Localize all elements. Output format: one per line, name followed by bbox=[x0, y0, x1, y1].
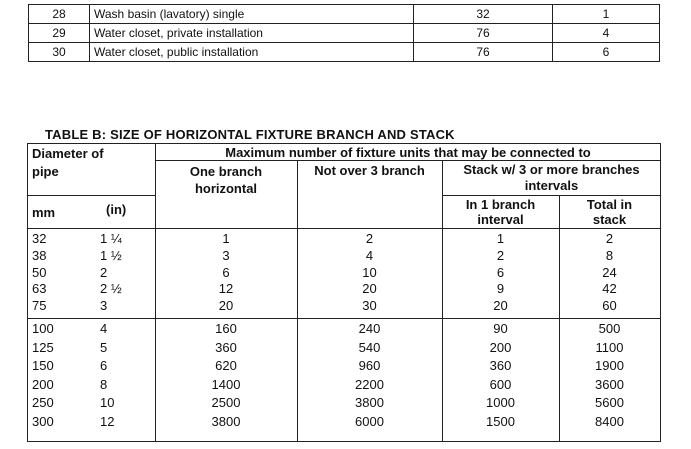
cell-total: 60 bbox=[602, 298, 617, 314]
cell-one-branch: 1400 bbox=[211, 376, 241, 392]
cell-mm: 300 bbox=[32, 414, 54, 429]
cell-not-over-3: 540 bbox=[358, 339, 381, 355]
cell-total: 2 bbox=[605, 231, 614, 246]
cell-not-over-3: 30 bbox=[362, 298, 377, 314]
cell-not-over-3: 960 bbox=[358, 358, 381, 374]
header-diameter: Diameter of bbox=[32, 146, 104, 161]
cell-total: 42 bbox=[602, 281, 617, 297]
cell-total: 1100 bbox=[595, 339, 624, 355]
cell-mm: 100 bbox=[32, 321, 54, 336]
cell-mm: 250 bbox=[32, 395, 54, 411]
cell-in: 5 bbox=[100, 339, 108, 355]
fixture-value-a: 76 bbox=[414, 43, 553, 62]
cell-one-branch: 1 bbox=[222, 231, 230, 246]
cell-in-one: 6 bbox=[496, 264, 505, 280]
fixture-units-table bbox=[28, 4, 660, 62]
fixture-description: Water closet, private installation bbox=[90, 24, 414, 43]
header-mm: mm bbox=[32, 205, 56, 220]
cell-one-branch: 3 bbox=[222, 247, 230, 263]
row-number: 29 bbox=[29, 24, 90, 43]
header-in-one-line1: In 1 branch bbox=[465, 197, 536, 212]
cell-not-over-3: 2200 bbox=[355, 376, 384, 392]
cell-not-over-3: 20 bbox=[362, 281, 377, 297]
cell-in-one: 2 bbox=[496, 247, 505, 263]
cell-one-branch: 620 bbox=[215, 358, 237, 374]
cell-in-one: 20 bbox=[493, 298, 508, 314]
cell-one-branch: 12 bbox=[218, 281, 234, 297]
cell-in: 12 bbox=[100, 414, 115, 429]
cell-total: 3600 bbox=[595, 376, 624, 392]
cell-mm: 50 bbox=[32, 264, 47, 280]
fixture-description: Water closet, public installation bbox=[90, 43, 414, 62]
cell-in: 4 bbox=[100, 321, 108, 336]
cell-in-one: 1000 bbox=[486, 395, 515, 411]
table-b-top-border bbox=[27, 143, 661, 144]
cell-not-over-3: 6000 bbox=[355, 414, 384, 429]
header-divider bbox=[442, 195, 661, 196]
cell-in-one: 1 bbox=[496, 231, 505, 246]
cell-one-branch: 360 bbox=[215, 339, 237, 355]
fixture-value-b: 4 bbox=[553, 24, 660, 43]
cell-not-over-3: 10 bbox=[362, 264, 377, 280]
header-in: (in) bbox=[106, 202, 127, 217]
left-border bbox=[27, 143, 28, 442]
cell-in: 8 bbox=[100, 376, 108, 392]
cell-in-one: 90 bbox=[493, 321, 508, 336]
table-row bbox=[29, 24, 660, 43]
group-divider bbox=[27, 318, 661, 319]
cell-in: 2 bbox=[100, 264, 108, 280]
table-b-title: TABLE B: SIZE OF HORIZONTAL FIXTURE BRANCH AND STACK bbox=[45, 127, 455, 142]
fixture-units-body bbox=[29, 5, 660, 62]
cell-mm: 38 bbox=[32, 247, 47, 263]
cell-one-branch: 160 bbox=[215, 321, 237, 336]
table-b-bottom-border bbox=[27, 441, 661, 442]
header-one-branch-line1: One branch bbox=[189, 164, 263, 179]
table-row bbox=[29, 43, 660, 62]
header-in-one-line2: interval bbox=[477, 212, 524, 227]
cell-in-one: 360 bbox=[489, 358, 512, 374]
header-max-units: Maximum number of fixture units that may be connected to bbox=[225, 145, 591, 160]
cell-one-branch: 20 bbox=[218, 298, 234, 314]
header-bottom-border bbox=[27, 228, 661, 229]
cell-total: 5600 bbox=[595, 395, 624, 411]
fixture-value-b: 6 bbox=[553, 43, 660, 62]
cell-one-branch: 3800 bbox=[211, 414, 241, 429]
header-one-branch-line2: horizontal bbox=[194, 181, 258, 196]
cell-not-over-3: 2 bbox=[365, 231, 374, 246]
cell-one-branch: 2500 bbox=[211, 395, 241, 411]
header-not-over-3: Not over 3 branch bbox=[314, 163, 425, 178]
cell-mm: 75 bbox=[32, 298, 47, 314]
cell-in: 1 ½ bbox=[100, 247, 122, 263]
cell-total: 24 bbox=[602, 264, 617, 280]
cell-total: 8 bbox=[605, 247, 614, 263]
cell-in: 6 bbox=[100, 358, 108, 374]
cell-total: 1900 bbox=[595, 358, 624, 374]
header-stack-line1: Stack w/ 3 or more branches bbox=[463, 162, 640, 177]
cell-in: 10 bbox=[100, 395, 115, 411]
cell-mm: 125 bbox=[32, 339, 54, 355]
fixture-value-a: 76 bbox=[414, 24, 553, 43]
cell-not-over-3: 4 bbox=[365, 247, 374, 263]
header-total-line1: Total in bbox=[586, 197, 633, 212]
cell-in-one: 600 bbox=[489, 376, 512, 392]
cell-not-over-3: 240 bbox=[358, 321, 381, 336]
fixture-value-a: 32 bbox=[414, 5, 553, 24]
header-total-line2: stack bbox=[592, 212, 627, 227]
row-number: 30 bbox=[29, 43, 90, 62]
cell-in: 1 ¼ bbox=[100, 231, 122, 246]
cell-mm: 150 bbox=[32, 358, 54, 374]
cell-in-one: 9 bbox=[496, 281, 505, 297]
cell-in-one: 1500 bbox=[486, 414, 515, 429]
cell-mm: 32 bbox=[32, 231, 47, 246]
fixture-value-b: 1 bbox=[553, 5, 660, 24]
cell-in: 3 bbox=[100, 298, 108, 314]
header-stack-line2: intervals bbox=[524, 178, 579, 193]
fixture-description: Wash basin (lavatory) single bbox=[90, 5, 414, 24]
header-divider bbox=[155, 160, 661, 161]
cell-not-over-3: 3800 bbox=[355, 395, 384, 411]
header-divider bbox=[27, 195, 155, 196]
cell-mm: 63 bbox=[32, 281, 47, 297]
table-row bbox=[29, 5, 660, 24]
cell-in: 2 ½ bbox=[100, 281, 122, 297]
header-pipe: pipe bbox=[32, 164, 59, 179]
cell-total: 500 bbox=[598, 321, 621, 336]
cell-mm: 200 bbox=[32, 376, 54, 392]
cell-one-branch: 6 bbox=[222, 264, 230, 280]
cell-in-one: 200 bbox=[489, 339, 512, 355]
row-number: 28 bbox=[29, 5, 90, 24]
cell-total: 8400 bbox=[595, 414, 624, 429]
